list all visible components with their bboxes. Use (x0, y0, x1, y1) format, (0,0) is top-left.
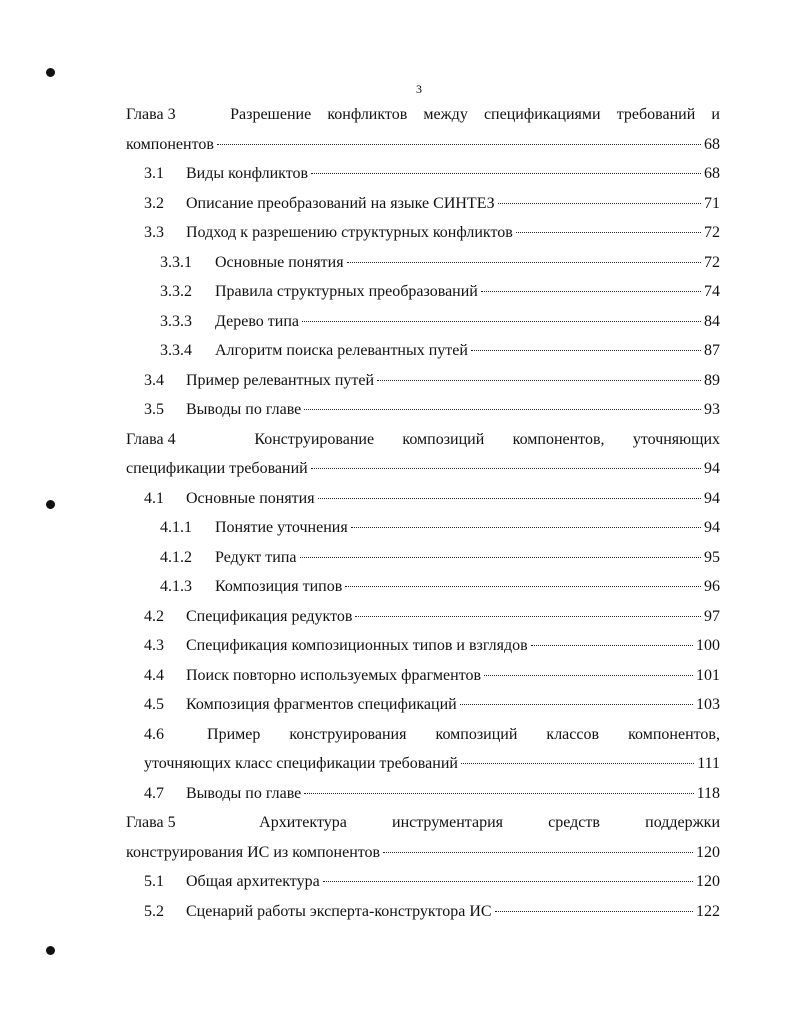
chapter-label: Глава 5 (126, 814, 176, 831)
toc-entry-3-3-2[interactable]: 3.3.2 Правила структурных преобразований 74 (160, 283, 720, 300)
toc-entry-4-4[interactable]: 4.4 Поиск повторно используемых фрагментов 101 (144, 666, 720, 684)
toc-entry-4-6-line1[interactable]: 4.6 Пример конструирования композиций классов компонентов, (144, 725, 720, 743)
punch-hole-middle (46, 500, 55, 509)
toc-entry-5-2[interactable]: 5.2 Сценарий работы эксперта-конструктора ИС 122 (144, 902, 720, 920)
toc-entry-4-1-1[interactable]: 4.1.1 Понятие уточнения 94 (160, 519, 720, 536)
punch-hole-bottom (46, 946, 55, 955)
toc-entry-4-3[interactable]: 4.3 Спецификация композиционных типов и взглядов 100 (144, 637, 720, 654)
page-number: 3 (416, 82, 422, 96)
toc-chapter-3-line2[interactable]: компонентов 68 (126, 135, 720, 153)
toc-entry-4-1-3[interactable]: 4.1.3 Композиция типов 96 (160, 578, 720, 595)
chapter-label: Глава 4 (126, 430, 176, 448)
toc-entry-4-6-line2[interactable]: уточняющих класс спецификации требований 111 (144, 755, 720, 772)
toc-entry-4-1-2[interactable]: 4.1.2 Редукт типа 95 (160, 548, 720, 566)
toc-entry-3-3-1[interactable]: 3.3.1 Основные понятия 72 (160, 253, 720, 271)
toc-chapter-4-line1[interactable]: Глава 4 Конструирование композиций компонентов, уточняющих (126, 425, 720, 455)
toc-entry-3-2[interactable]: 3.2 Описание преобразований на языке СИНТЕЗ 71 (144, 194, 720, 212)
toc-chapter-5-line1[interactable]: Глава 5 Архитектура инструментария средств поддержки (126, 808, 720, 838)
punch-hole-top (46, 68, 55, 77)
toc-entry-4-2[interactable]: 4.2 Спецификация редуктов 97 (144, 607, 720, 625)
toc-entry-3-3[interactable]: 3.3 Подход к разрешению структурных конфликтов 72 (144, 224, 720, 241)
toc-chapter-5-line2[interactable]: конструирования ИС из компонентов 120 (126, 843, 720, 861)
toc-entry-5-1[interactable]: 5.1 Общая архитектура 120 (144, 873, 720, 890)
toc-entry-4-5[interactable]: 4.5 Композиция фрагментов спецификаций 103 (144, 696, 720, 713)
toc-entry-4-1[interactable]: 4.1 Основные понятия 94 (144, 489, 720, 507)
toc-chapter-4-line2[interactable]: спецификации требований 94 (126, 460, 720, 477)
toc-entry-3-5[interactable]: 3.5 Выводы по главе 93 (144, 401, 720, 418)
toc-entry-3-3-4[interactable]: 3.3.4 Алгоритм поиска релевантных путей 87 (160, 342, 720, 359)
toc-entry-3-4[interactable]: 3.4 Пример релевантных путей 89 (144, 371, 720, 389)
chapter-label: Глава 3 (126, 106, 176, 123)
toc-entry-3-3-3[interactable]: 3.3.3 Дерево типа 84 (160, 312, 720, 330)
toc-entry-3-1[interactable]: 3.1 Виды конфликтов 68 (144, 165, 720, 182)
toc-chapter-3-line1[interactable]: Глава 3 Разрешение конфликтов между спецификациями требований и (126, 100, 720, 130)
table-of-contents (126, 100, 720, 926)
toc-entry-4-7[interactable]: 4.7 Выводы по главе 118 (144, 784, 720, 802)
